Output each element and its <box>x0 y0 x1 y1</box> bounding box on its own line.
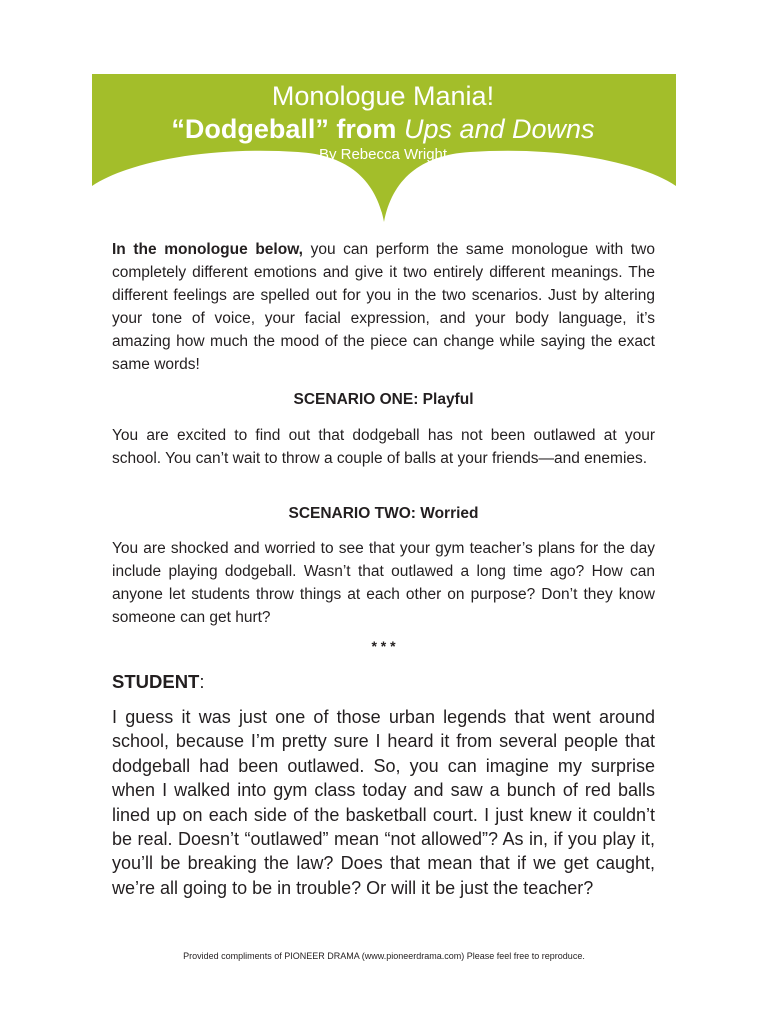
scenario-two-heading: SCENARIO TWO: Worried <box>288 505 479 522</box>
section-divider: * * * <box>371 638 396 654</box>
title-banner <box>0 74 768 226</box>
scenario-one-heading: SCENARIO ONE: Playful <box>293 391 474 408</box>
subtitle-quoted: “Dodgeball” from <box>171 114 397 144</box>
intro-body: you can perform the same monologue with two completely different emotions and give it two entirely different meanings. The different feelings are spelled out for you in the two scenarios. Just by altering your tone of voice, your facial expression, and your body language, it’s amazing how much the mood of the piece can change while saying the exact same words! <box>112 241 655 373</box>
speaker-label <box>112 671 205 693</box>
page-title: Monologue Mania! <box>271 81 495 111</box>
monologue-text: I guess it was just one of those urban legends that went around school, because I’m pretty sure I heard it from several people that dodgeball had been outlawed. So, you can imagine my surprise when I walked into gym class today and saw a bunch of red balls lined up on each side of the basketball court. I just knew it couldn’t be real. Doesn’t “outlawed” mean “not allowed”? As in, if you play it, you’ll be breaking the law? Does that mean that if we get caught, we’re all going to be in trouble? Or will it be just the teacher? <box>112 707 655 898</box>
byline: By Rebecca Wright <box>318 146 448 163</box>
footer-note: Provided compliments of PIONEER DRAMA (www.pioneerdrama.com) Please feel free to reproduce. <box>183 951 585 961</box>
banner-text <box>92 80 674 164</box>
intro-lead: In the monologue below, <box>112 241 303 258</box>
intro-paragraph <box>112 238 655 376</box>
speaker-name: STUDENT <box>112 671 200 692</box>
speaker-colon: : <box>199 671 205 692</box>
page-subtitle <box>92 112 674 146</box>
scenario-two-text: You are shocked and worried to see that your gym teacher’s plans for the day include playing dodgeball. Wasn’t that outlawed a long time ago? How can anyone let students throw things at each other on purpose? Don’t they know someone can get hurt? <box>112 540 655 626</box>
scenario-one-text: You are excited to find out that dodgeball has not been outlawed at your school. You can’t wait to throw a couple of balls at your friends—and enemies. <box>112 427 655 467</box>
subtitle-italic: Ups and Downs <box>403 114 595 144</box>
